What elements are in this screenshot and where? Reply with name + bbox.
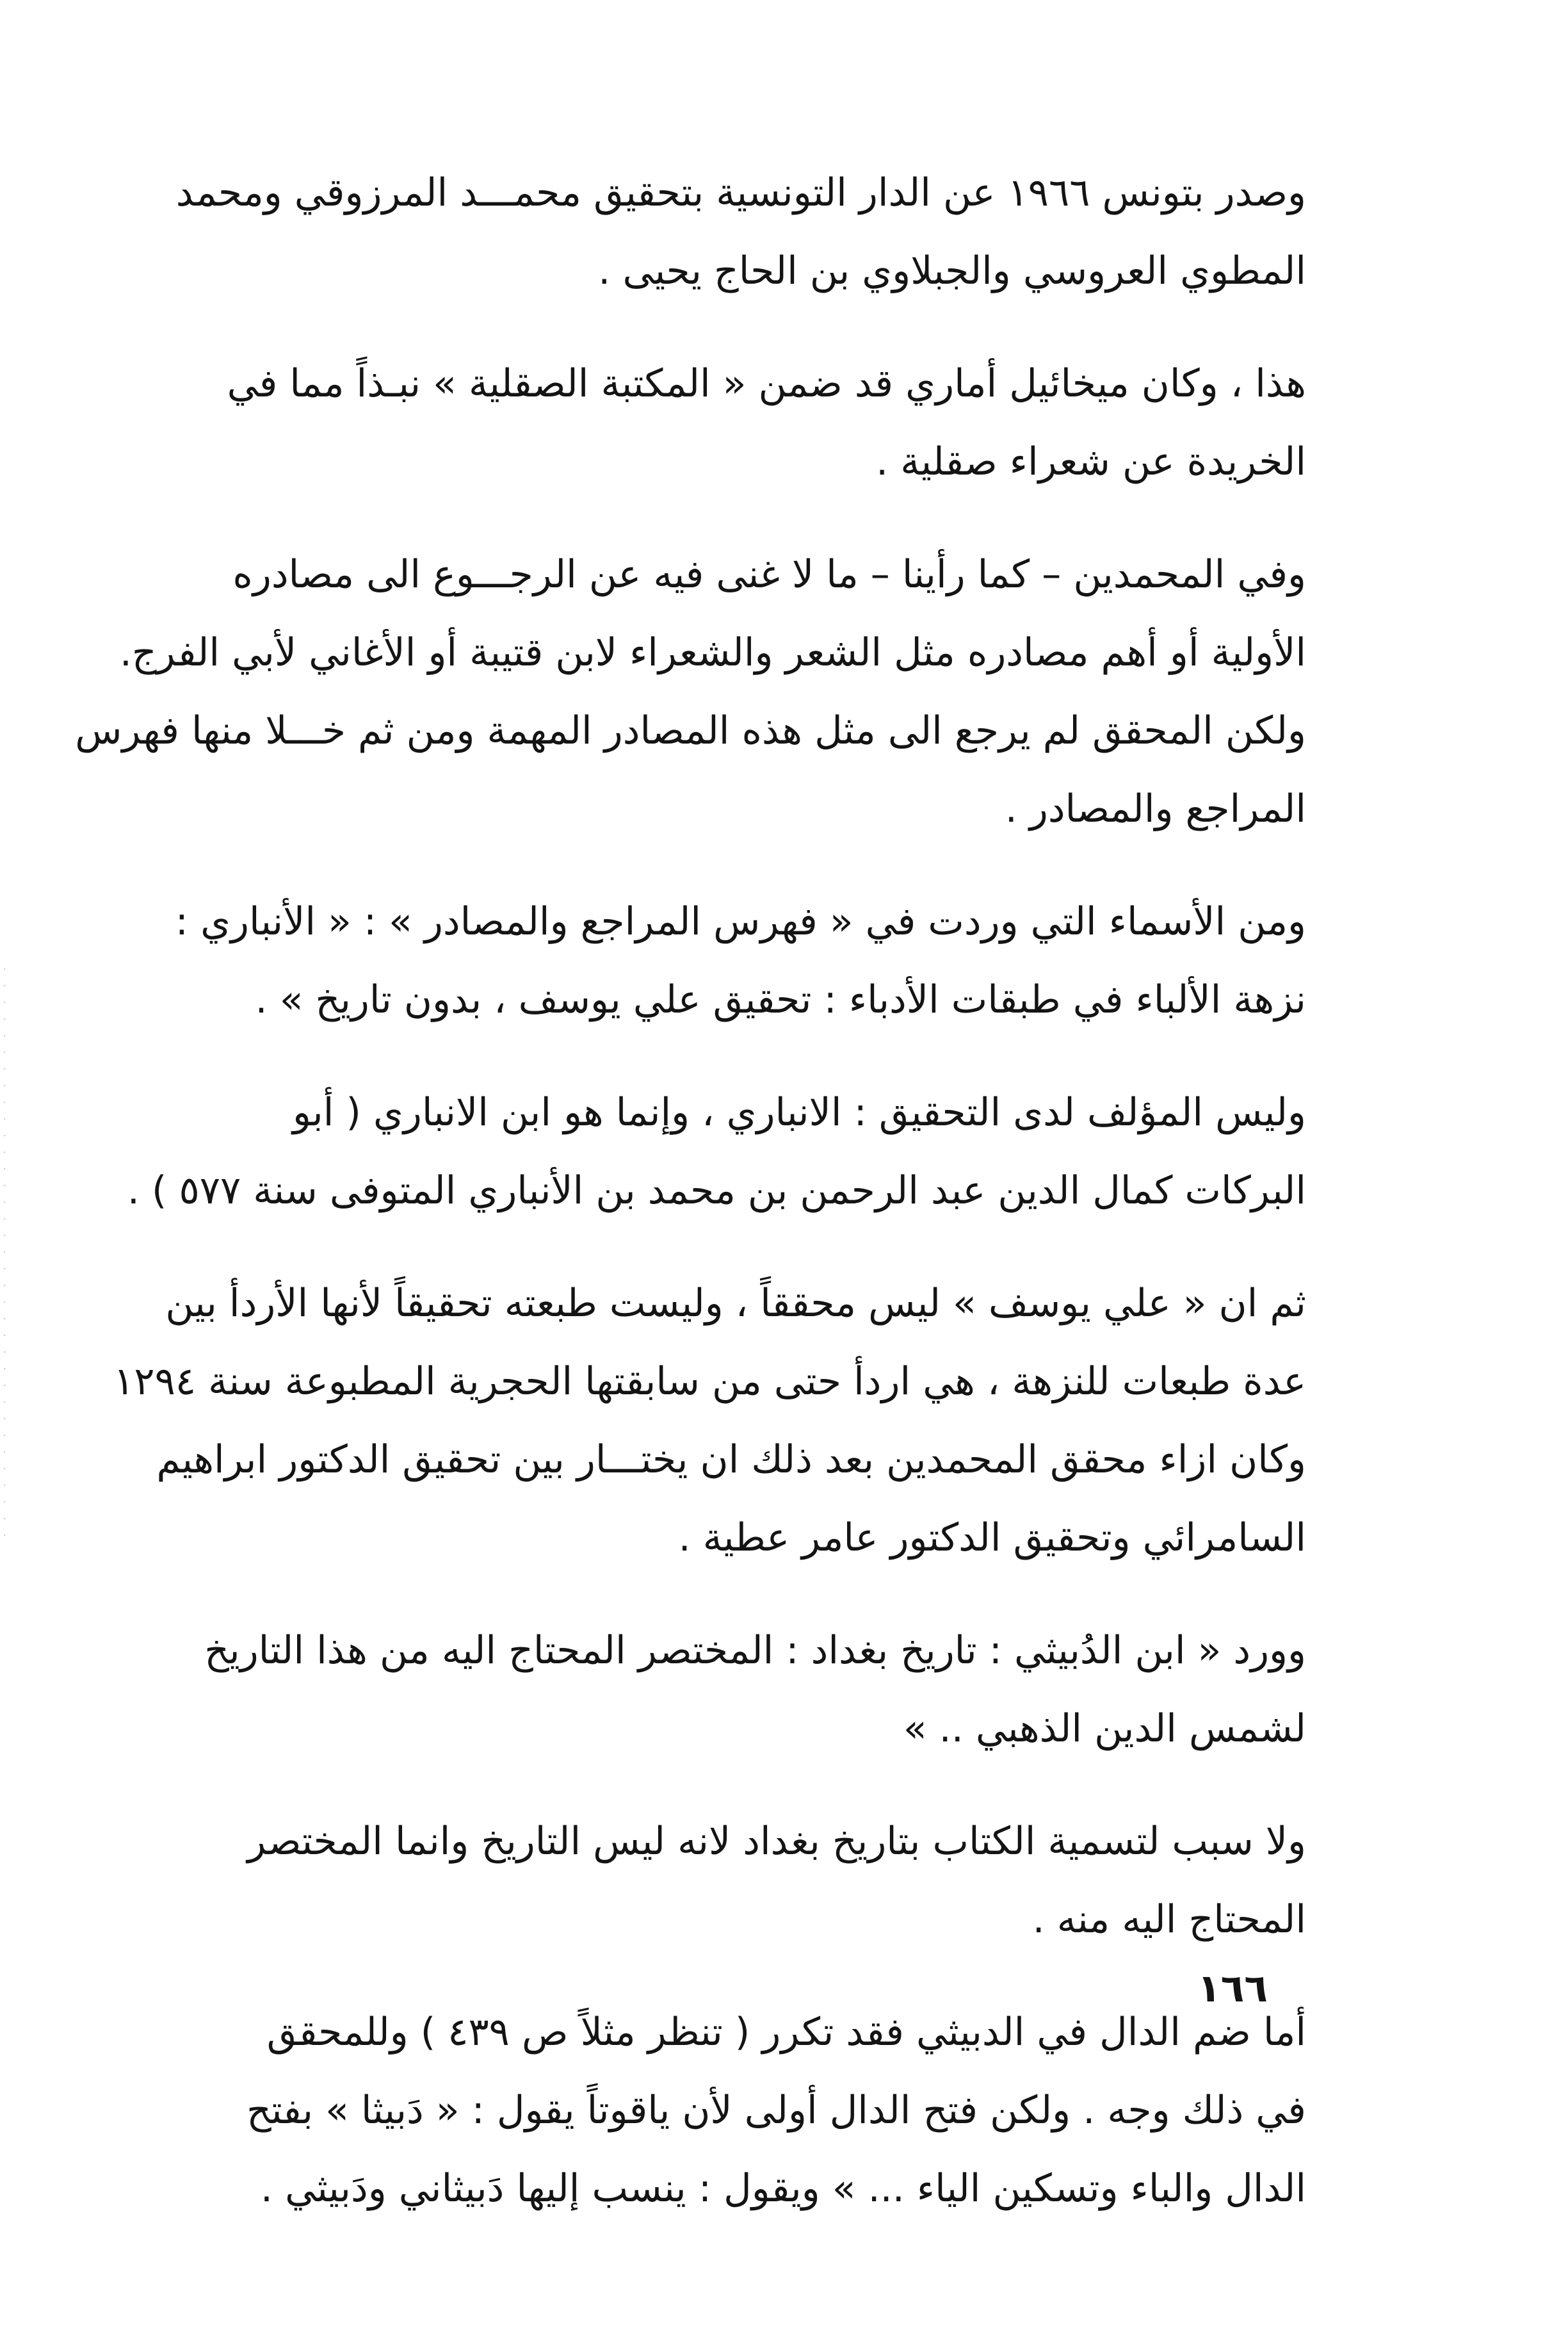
paragraph-2: [227, 345, 1306, 501]
text-line: وليس المؤلف لدى التحقيق : الانباري ، وإنما هو ابن الانباري ( أبو: [293, 1090, 1306, 1135]
text-line: ومن الأسماء التي وردت في « فهرس المراجع والمصادر » : « الأنباري :: [175, 899, 1306, 944]
text-line: ولكن المحقق لم يرجع الى مثل هذه المصادر المهمة ومن ثم خـــلا منها فهرس: [75, 708, 1306, 753]
text-line: السامرائي وتحقيق الدكتور عامر عطية .: [678, 1515, 1306, 1560]
text-line: هذا ، وكان ميخائيل أماري قد ضمن « المكتبة الصقلية » نبـذاً مما في: [227, 361, 1306, 406]
text-line: ولا سبب لتسمية الكتاب بتاريخ بغداد لانه ليس التاريخ وانما المختصر: [247, 1819, 1306, 1864]
text-line: عدة طبعات للنزهة ، هي اردأ حتى من سابقتها الحجرية المطبوعة سنة ١٢٩٤: [113, 1359, 1306, 1404]
scan-edge-dots: [0, 961, 9, 1537]
paragraph-6: [113, 1264, 1306, 1577]
text-line: في ذلك وجه . ولكن فتح الدال أولى لأن ياقوتاً يقول : « دَبيثا » بفتح: [247, 2088, 1306, 2133]
paragraph-8: [230, 1802, 1306, 1959]
paragraph-9: [230, 1993, 1306, 2228]
text-line: ثم ان « علي يوسف » ليس محققاً ، وليست طبعته تحقيقاً لأنها الأردأ بين: [165, 1281, 1306, 1326]
paragraph-3: [75, 535, 1306, 848]
text-line: أما ضم الدال في الدبيثي فقد تكرر ( تنظر مثلاً ص ٤٣٩ ) وللمحقق: [266, 2010, 1306, 2055]
body-text: [75, 154, 1306, 2262]
text-line: الدال والباء وتسكين الياء ... » ويقول : ينسب إليها دَبيثاني ودَبيثي .: [260, 2166, 1306, 2211]
text-line: وورد « ابن الدُبيثي : تاريخ بغداد : المختصر المحتاج اليه من هذا التاريخ: [204, 1628, 1306, 1673]
paragraph-1: [175, 154, 1306, 310]
text-line: المطوي العروسي والجبلاوي بن الحاج يحيى .: [598, 248, 1306, 293]
page-number: ١٦٦: [1197, 1966, 1268, 2011]
text-line: وكان ازاء محقق المحمدين بعد ذلك ان يختـــار بين تحقيق الدكتور ابراهيم: [156, 1437, 1306, 1482]
paragraph-7: [204, 1611, 1306, 1768]
text-line: المحتاج اليه منه .: [1032, 1897, 1306, 1942]
text-line: الأولية أو أهم مصادره مثل الشعر والشعراء لابن قتيبة أو الأغاني لأبي الفرج.: [119, 630, 1306, 675]
text-line: البركات كمال الدين عبد الرحمن بن محمد بن الأنباري المتوفى سنة ٥٧٧ ) .: [127, 1168, 1306, 1213]
text-line: المراجع والمصادر .: [1005, 786, 1306, 831]
text-line: وفي المحمدين – كما رأينا – ما لا غنى فيه عن الرجـــوع الى مصادره: [232, 552, 1306, 597]
text-line: نزهة الألباء في طبقات الأدباء : تحقيق علي يوسف ، بدون تاريخ » .: [255, 977, 1306, 1022]
paragraph-5: [127, 1073, 1306, 1230]
text-line: الخريدة عن شعراء صقلية .: [876, 439, 1306, 484]
paragraph-4: [175, 883, 1306, 1039]
text-line: وصدر بتونس ١٩٦٦ عن الدار التونسية بتحقيق محمـــد المرزوقي ومحمد: [175, 170, 1306, 215]
text-line: لشمس الدين الذهبي .. »: [903, 1706, 1306, 1751]
